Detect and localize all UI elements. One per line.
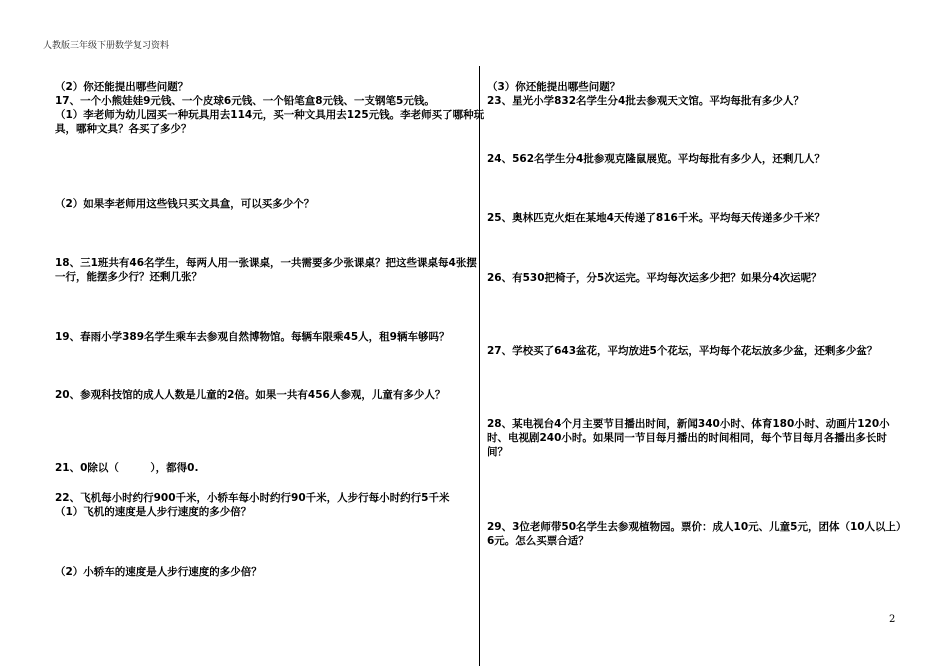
question-23: 23、星光小学832名学生分4批去参观天文馆。平均每批有多少人？ <box>487 95 804 107</box>
question-26: 26、有530把椅子，分5次运完。平均每次运多少把？如果分4次运呢？ <box>487 272 822 284</box>
question-21: 21、0除以（ ），都得0. <box>55 462 199 474</box>
question-17-part-2: （2）如果李老师用这些钱只买文具盒，可以买多少个？ <box>55 198 315 210</box>
question-19: 19、春雨小学389名学生乘车去参观自然博物馆。每辆车限乘45人，租9辆车够吗？ <box>55 331 450 343</box>
document-header: 人教版三年级下册数学复习资料 <box>43 41 170 51</box>
question-17: 17、一个小熊娃娃9元钱、一个皮球6元钱、一个铅笔盒8元钱、一支钢笔5元钱。 （1）李老师为幼儿园买一种玩具用去114元，买一种文具用去125元钱。李老师买了哪种玩具，哪种文具？各买了多少？ <box>55 95 485 135</box>
question-29: 29、3位老师带50名学生去参观植物园。票价：成人10元、儿童5元，团体（10人以上）6元。怎么买票合适？ <box>487 521 907 547</box>
question-28: 28、某电视台4个月主要节目播出时间，新闻340小时、体育180小时、动画片120小时、电视剧240小时。如果同一节目每月播出的时间相同，每个节目每月各播出多长时间？ <box>487 418 890 458</box>
question-18: 18、三1班共有46名学生，每两人用一张课桌，一共需要多少张课桌？把这些课桌每4张摆一行，能摆多少行？还剩几张？ <box>55 257 477 283</box>
question-25: 25、奥林匹克火炬在某地4天传递了816千米。平均每天传递多少千米？ <box>487 212 825 224</box>
page-number: 2 <box>889 614 896 625</box>
question-20: 20、参观科技馆的成人人数是儿童的2倍。如果一共有456人参观，儿童有多少人？ <box>55 389 446 401</box>
question-27: 27、学校买了643盆花，平均放进5个花坛，平均每个花坛放多少盆，还剩多少盆？ <box>487 345 878 357</box>
question-22-part-3: （3）你还能提出哪些问题？ <box>487 81 621 93</box>
question-22: 22、飞机每小时约行900千米，小轿车每小时约行90千米，人步行每小时约行5千米 （1）飞机的速度是人步行速度的多少倍？ <box>55 492 450 518</box>
question-16-part-2: （2）你还能提出哪些问题？ <box>55 81 189 93</box>
question-22-part-2: （2）小轿车的速度是人步行速度的多少倍？ <box>55 566 262 578</box>
question-24: 24、562名学生分4批参观克隆鼠展览。平均每批有多少人，还剩几人？ <box>487 153 825 165</box>
